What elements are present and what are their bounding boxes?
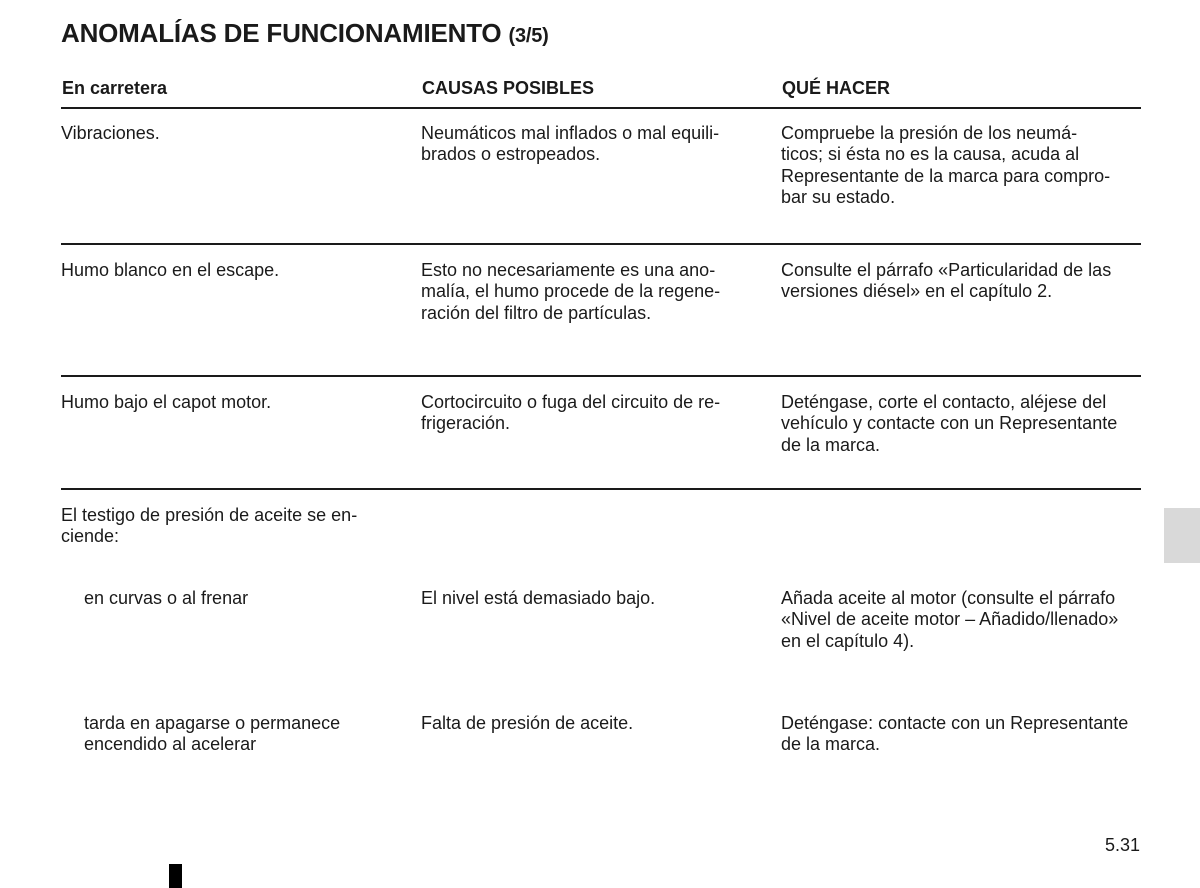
text-line: Falta de presión de aceite. [421,713,634,733]
row-oil-cornering-symptom [84,588,376,609]
text-line: de la marca. [781,734,881,755]
text-line: malía, el humo procede de la regene- [421,281,721,302]
text-line: encendido al acelerar [84,734,257,755]
text-line: versiones diésel» en el capítulo 2. [781,281,1053,302]
row-oil-delayed-symptom [84,713,376,756]
text-line: El nivel está demasiado bajo. [421,588,656,608]
row-oil-cornering-cause [421,588,736,609]
row-divider [61,488,1141,490]
row-hood-smoke-cause [421,392,736,435]
text-line: ración del filtro de partículas. [421,302,652,323]
text-line: tarda en apagarse o permanece [84,713,341,733]
text-line: Añada aceite al motor (consulte el párrafo [781,588,1116,608]
text-line: Humo bajo el capot motor. [61,392,272,412]
page-number: 5.31 [1104,835,1140,855]
text-line: en curvas o al frenar [84,588,249,608]
text-line: frigeración. [421,413,511,434]
row-divider [61,375,1141,377]
text-line: Vibraciones. [61,123,160,143]
row-vibrations-symptom [61,123,376,144]
text-line: ticos; si ésta no es la causa, acuda al [781,144,1080,165]
text-line: «Nivel de aceite motor – Añadido/llenado» [781,609,1119,630]
row-vibrations-action [781,123,1141,208]
text-line: brados o estropeados. [421,144,601,165]
row-white-smoke-symptom [61,260,376,281]
text-line: Humo blanco en el escape. [61,260,280,280]
text-line: Deténgase: contacte con un Representante [781,713,1129,733]
column-header-causes: CAUSAS POSIBLES [422,78,595,98]
header-divider [61,107,1141,109]
text-line: Compruebe la presión de los neumá- [781,123,1078,143]
row-divider [61,243,1141,245]
row-hood-smoke-action [781,392,1141,456]
row-oil-delayed-action [781,713,1141,756]
row-oil-delayed-cause [421,713,736,734]
text-line: bar su estado. [781,186,896,207]
text-line: Deténgase, corte el contacto, aléjese del [781,392,1107,412]
row-oil-cornering-action [781,588,1141,652]
text-line: Neumáticos mal inflados o mal equili- [421,123,720,143]
row-hood-smoke-symptom [61,392,376,413]
row-vibrations-cause [421,123,736,166]
text-line: Consulte el párrafo «Particularidad de las [781,260,1112,280]
page-title [61,18,549,49]
text-line: Cortocircuito o fuga del circuito de re- [421,392,721,412]
text-line: Representante de la marca para compro- [781,165,1111,186]
column-header-actions: QUÉ HACER [782,78,891,98]
text-line: en el capítulo 4). [781,630,915,651]
text-line: Esto no necesariamente es una ano- [421,260,716,280]
crop-mark [169,864,182,888]
text-line: de la marca. [781,434,881,455]
row-white-smoke-cause [421,260,736,324]
page-title-main: ANOMALÍAS DE FUNCIONAMIENTO [61,18,502,48]
text-line: El testigo de presión de aceite se en- [61,505,358,525]
page-title-part: (3/5) [508,25,549,47]
row-oil-warning-symptom [61,505,376,548]
text-line: ciende: [61,526,120,547]
text-line: vehículo y contacte con un Representante [781,413,1118,434]
column-header-road: En carretera [62,78,168,98]
row-white-smoke-action [781,260,1141,303]
chapter-tab-marker [1164,508,1200,563]
